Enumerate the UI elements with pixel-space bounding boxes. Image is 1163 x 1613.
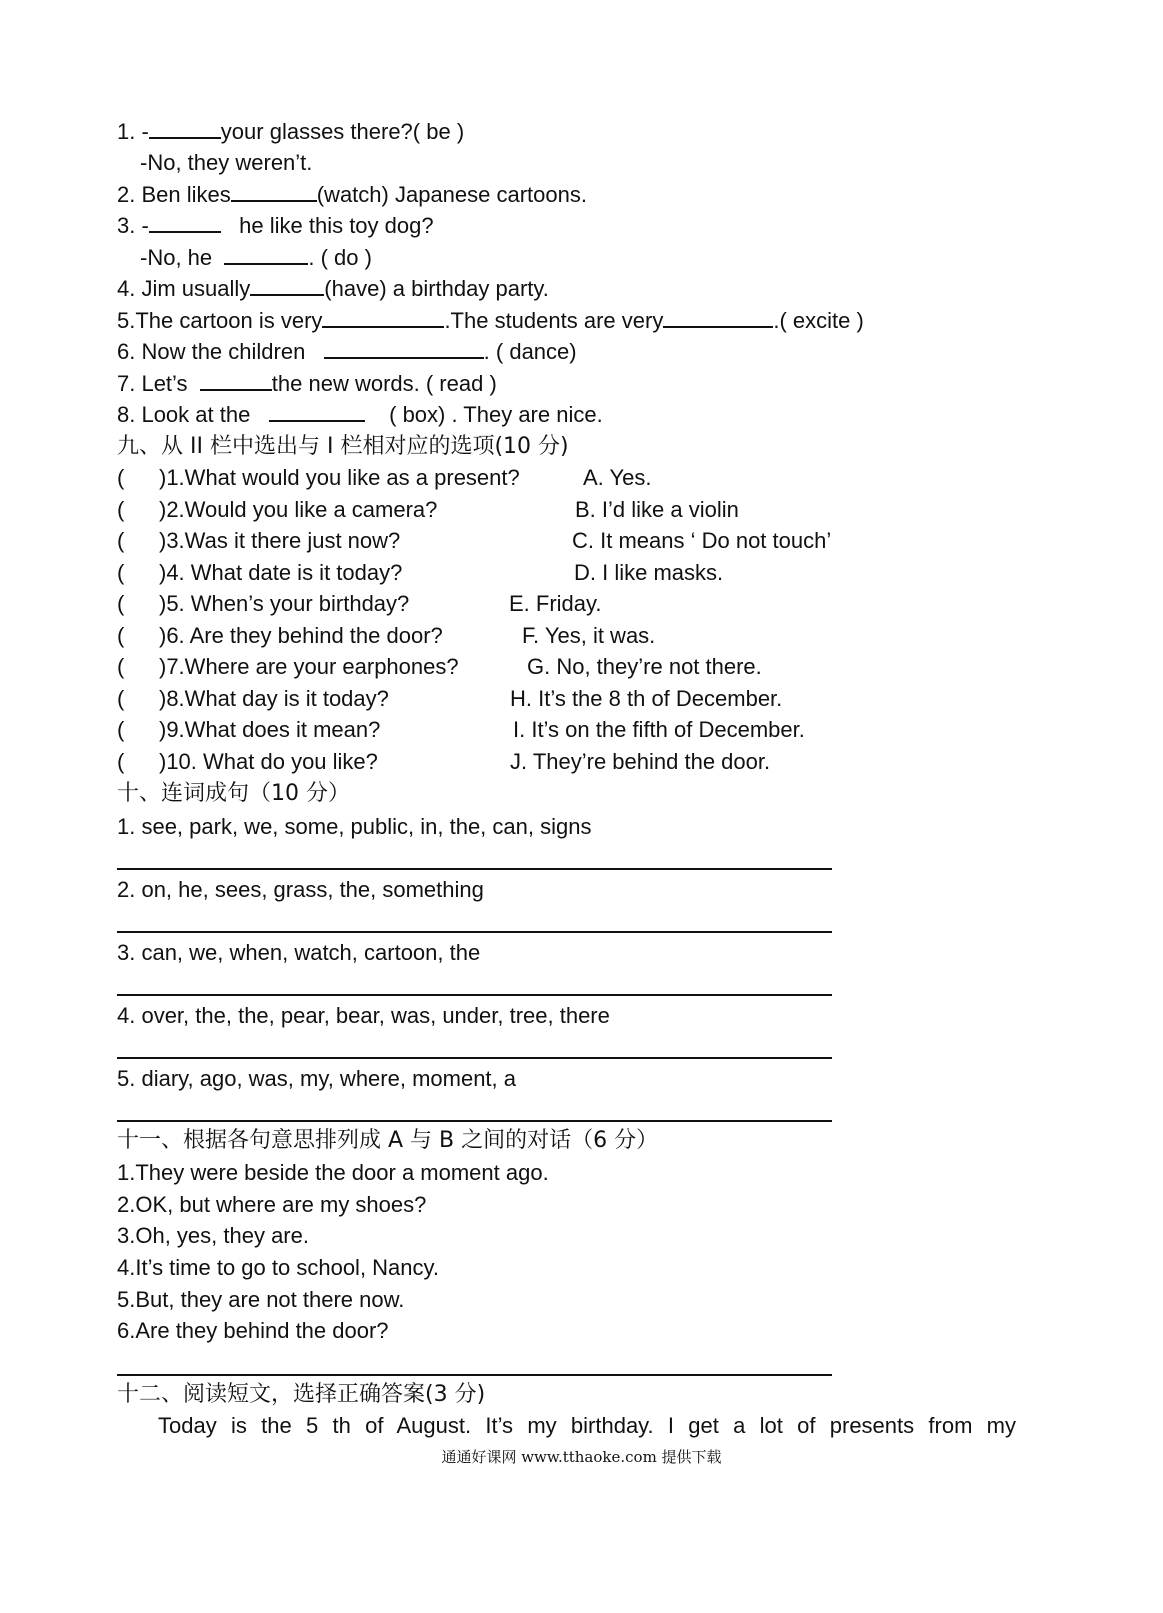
answer-paren: ( — [117, 591, 125, 616]
match-answer: I. It’s on the fifth of December. — [513, 717, 805, 742]
word-order-item: 4. over, the, the, pear, bear, was, under, tree, there — [117, 1003, 610, 1028]
answer-paren: ( — [117, 528, 125, 553]
question-3-reply — [140, 243, 372, 273]
answer-blank — [663, 306, 773, 328]
question-3-reply-suffix: . ( do ) — [308, 245, 372, 270]
word-order-item: 2. on, he, sees, grass, the, something — [117, 877, 484, 902]
match-answer: G. No, they’re not there. — [527, 654, 762, 679]
match-question: )10. What do you like? — [159, 749, 378, 774]
question-1-text: your glasses there?( be ) — [220, 119, 465, 144]
match-answer: E. Friday. — [509, 591, 602, 616]
match-answer: A. Yes. — [583, 465, 652, 490]
answer-blank — [224, 243, 308, 265]
match-answer: H. It’s the 8 th of December. — [510, 686, 783, 711]
question-3-prefix: 3. - — [117, 213, 149, 238]
match-question: )1.What would you like as a present? — [159, 465, 520, 490]
footer-credit: 通通好课网 www.tthaoke.com 提供下载 — [441, 1448, 722, 1466]
question-6-prefix: 6. Now the children — [117, 339, 306, 364]
question-2-text: (watch) Japanese cartoons. — [316, 182, 587, 207]
answer-paren: ( — [117, 686, 125, 711]
match-question: )9.What does it mean? — [159, 717, 381, 742]
question-5-suffix: .( excite ) — [773, 308, 864, 333]
dialogue-item: 5.But, they are not there now. — [117, 1287, 405, 1312]
answer-blank — [231, 180, 317, 202]
answer-paren: ( — [117, 497, 125, 522]
dialogue-item: 1.They were beside the door a moment ago. — [117, 1160, 549, 1185]
question-1-prefix: 1. - — [117, 119, 149, 144]
dialogue-item: 2.OK, but where are my shoes? — [117, 1192, 427, 1217]
dialogue-item: 3.Oh, yes, they are. — [117, 1223, 309, 1248]
dialogue-item: 4.It’s time to go to school, Nancy. — [117, 1255, 440, 1280]
question-4 — [117, 274, 549, 304]
answer-line — [117, 1120, 832, 1122]
match-answer: D. I like masks. — [574, 560, 724, 585]
answer-paren: ( — [117, 465, 125, 490]
match-question: )6. Are they behind the door? — [159, 623, 443, 648]
answer-line — [117, 994, 832, 996]
answer-paren: ( — [117, 654, 125, 679]
dialogue-item: 6.Are they behind the door? — [117, 1318, 389, 1343]
question-4-text: (have) a birthday party. — [324, 276, 549, 301]
answer-paren: ( — [117, 560, 125, 585]
answer-line — [117, 1057, 832, 1059]
word-order-item: 1. see, park, we, some, public, in, the, can, signs — [117, 814, 592, 839]
answer-blank — [149, 117, 221, 139]
question-6-suffix: . ( dance) — [483, 339, 577, 364]
answer-blank — [322, 306, 444, 328]
answer-line — [117, 1374, 832, 1376]
match-answer: B. I’d like a violin — [575, 497, 739, 522]
question-4-prefix: 4. Jim usually — [117, 276, 251, 301]
question-5-middle: .The students are very — [444, 308, 664, 333]
question-6 — [117, 337, 577, 367]
question-7-text: the new words. ( read ) — [271, 371, 497, 396]
question-1-reply: -No, they weren’t. — [140, 150, 313, 175]
answer-line — [117, 868, 832, 870]
question-8 — [117, 400, 603, 430]
section-9-title: 九、从 II 栏中选出与 I 栏相对应的选项(10 分) — [117, 434, 569, 459]
match-answer: F. Yes, it was. — [522, 623, 656, 648]
question-7 — [117, 369, 497, 399]
match-question: )8.What day is it today? — [159, 686, 389, 711]
answer-blank — [250, 274, 324, 296]
question-2-prefix: 2. Ben likes — [117, 182, 231, 207]
answer-line — [117, 931, 832, 933]
word-order-item: 3. can, we, when, watch, cartoon, the — [117, 940, 481, 965]
section-11-title: 十一、根据各句意思排列成 A 与 B 之间的对话（6 分） — [117, 1128, 659, 1153]
match-question: )2.Would you like a camera? — [159, 497, 438, 522]
question-3 — [117, 211, 434, 241]
question-5 — [117, 306, 864, 336]
question-8-text: ( box) . They are nice. — [389, 402, 603, 427]
answer-paren: ( — [117, 749, 125, 774]
section-12-title: 十二、阅读短文，选择正确答案(3 分) — [117, 1382, 486, 1407]
reading-passage: Today is the 5 th of August. It’s my birthday. I get a lot of presents from my — [158, 1413, 1016, 1438]
question-1 — [117, 117, 464, 147]
answer-blank — [269, 400, 365, 422]
match-question: )7.Where are your earphones? — [159, 654, 459, 679]
question-3-reply-prefix: -No, he — [140, 245, 213, 270]
section-10-title: 十、连词成句（10 分） — [117, 781, 350, 806]
match-question: )3.Was it there just now? — [159, 528, 401, 553]
question-3-text: he like this toy dog? — [239, 213, 434, 238]
question-8-prefix: 8. Look at the — [117, 402, 251, 427]
answer-blank — [324, 337, 484, 359]
question-7-prefix: 7. Let’s — [117, 371, 188, 396]
question-2 — [117, 180, 587, 210]
question-5-prefix: 5.The cartoon is very — [117, 308, 323, 333]
match-answer: J. They’re behind the door. — [510, 749, 771, 774]
match-question: )5. When’s your birthday? — [159, 591, 410, 616]
answer-blank — [149, 211, 221, 233]
answer-paren: ( — [117, 623, 125, 648]
word-order-item: 5. diary, ago, was, my, where, moment, a — [117, 1066, 517, 1091]
match-answer: C. It means ‘ Do not touch’ — [572, 528, 832, 553]
answer-paren: ( — [117, 717, 125, 742]
match-question: )4. What date is it today? — [159, 560, 403, 585]
answer-blank — [200, 369, 272, 391]
